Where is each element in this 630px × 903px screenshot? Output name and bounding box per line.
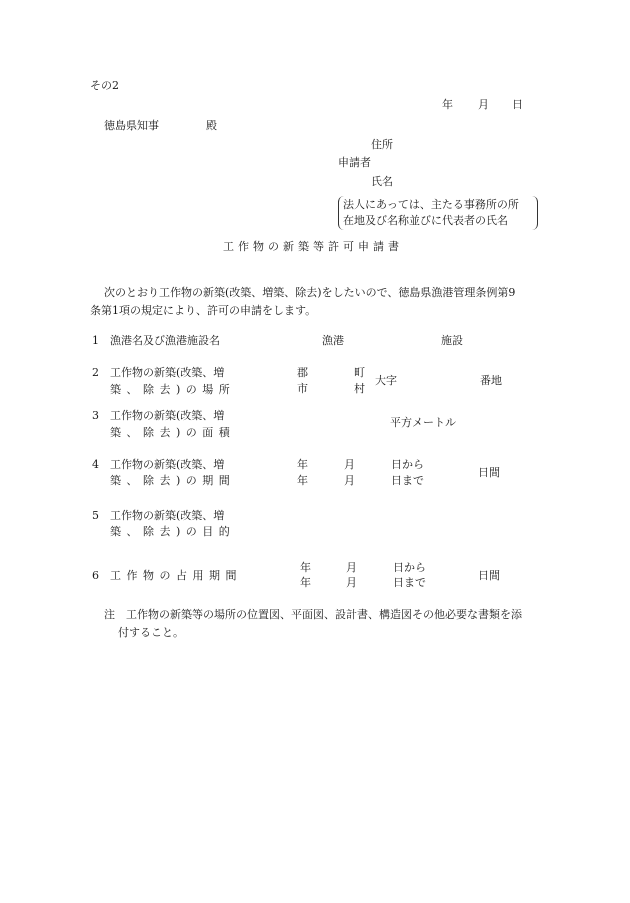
facility-label: 施設 bbox=[441, 334, 463, 347]
item-number: 4 bbox=[92, 458, 99, 471]
name-label: 氏名 bbox=[371, 175, 393, 188]
note-label: 注 bbox=[104, 608, 115, 621]
form-number: その2 bbox=[90, 79, 119, 92]
year-label: 年 bbox=[300, 576, 311, 589]
gun-label: 郡 bbox=[297, 366, 308, 379]
oaza-label: 大字 bbox=[375, 374, 397, 387]
days-label: 日間 bbox=[478, 569, 500, 582]
item-label: 工作物の新築(改築、増 bbox=[110, 458, 225, 471]
note-line2: 付すること。 bbox=[118, 626, 184, 639]
addressee: 徳島県知事 bbox=[104, 119, 159, 132]
month-label: 月 bbox=[346, 561, 357, 574]
banchi-label: 番地 bbox=[480, 374, 502, 387]
note-line1: 工作物の新築等の場所の位置図、平面図、設計書、構造図その他必要な書類を添 bbox=[126, 608, 522, 621]
fishing-port-label: 漁港 bbox=[322, 334, 344, 347]
year-label: 年 bbox=[297, 474, 308, 487]
month-label: 月 bbox=[346, 576, 357, 589]
to-label: 日まで bbox=[391, 474, 424, 487]
item-label-cont: 築 、 除 去 ) の 期 間 bbox=[110, 474, 231, 487]
item-label-cont: 築 、 除 去 ) の 目 的 bbox=[110, 525, 231, 538]
item-number: 2 bbox=[92, 366, 99, 379]
date-month-label: 月 bbox=[478, 98, 489, 111]
shi-label: 市 bbox=[297, 382, 308, 395]
from-label: 日から bbox=[393, 561, 426, 574]
item-number: 6 bbox=[92, 569, 99, 582]
date-day-label: 日 bbox=[512, 98, 523, 111]
intro-line1: 次のとおり工作物の新築(改築、増築、除去)をしたいので、徳島県漁港管理条例第9 bbox=[104, 286, 516, 299]
mura-label: 村 bbox=[354, 382, 365, 395]
corporation-note-line1: 法人にあっては、主たる事務所の所 bbox=[343, 198, 519, 211]
applicant-label: 申請者 bbox=[338, 156, 371, 169]
month-label: 月 bbox=[344, 474, 355, 487]
item-label: 工作物の新築(改築、増 bbox=[110, 409, 225, 422]
month-label: 月 bbox=[344, 458, 355, 471]
item-label-cont: 築 、 除 去 ) の 面 積 bbox=[110, 426, 231, 439]
document-title: 工作物の新築等許可申請書 bbox=[223, 240, 403, 253]
item-label: 工作物の新築(改築、増 bbox=[110, 509, 225, 522]
item-label: 漁港名及び漁港施設名 bbox=[110, 334, 220, 347]
intro-line2: 条第1項の規定により、許可の申請をします。 bbox=[90, 304, 317, 317]
days-label: 日間 bbox=[478, 466, 500, 479]
item-number: 3 bbox=[92, 409, 99, 422]
item-number: 5 bbox=[92, 509, 99, 522]
item-number: 1 bbox=[92, 334, 99, 347]
date-year-label: 年 bbox=[442, 98, 453, 111]
corporation-note-line2: 在地及び名称並びに代表者の氏名 bbox=[343, 214, 508, 227]
year-label: 年 bbox=[297, 458, 308, 471]
item-label: 工作物の新築(改築、増 bbox=[110, 366, 225, 379]
from-label: 日から bbox=[391, 458, 424, 471]
item-label-cont: 築 、 除 去 ) の 場 所 bbox=[110, 383, 231, 396]
machi-label: 町 bbox=[354, 366, 365, 379]
year-label: 年 bbox=[300, 561, 311, 574]
honorific: 殿 bbox=[206, 119, 217, 132]
address-label: 住所 bbox=[371, 138, 393, 151]
to-label: 日まで bbox=[393, 576, 426, 589]
item-label: 工 作 物 の 占 用 期 間 bbox=[110, 569, 238, 582]
area-unit-label: 平方メートル bbox=[390, 416, 456, 429]
